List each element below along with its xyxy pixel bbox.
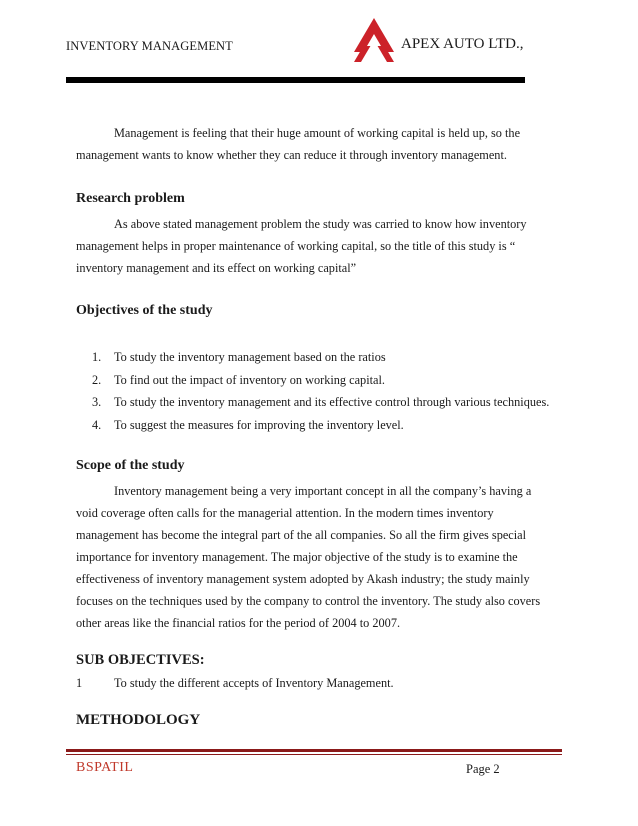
header-title: INVENTORY MANAGEMENT: [66, 39, 233, 53]
scope-paragraph: Inventory management being a very important concept in all the company’s having a void coverage often calls for the managerial attention. In the modern times inventory management has become the integral part of the all companies. So all the firm gives special importance for inventory management. The major objective of the study is to examine the effectiveness of inventory management system adopted by Akash industry; the study mainly focuses on the techniques used by the company to control the inventory. The study also covers other areas like the financial ratios for the period of 2004 to 2007.: [76, 484, 541, 630]
header-divider: [66, 77, 525, 83]
intro-paragraph: Management is feeling that their huge amount of working capital is held up, so the management wants to know whether they can reduce it through inventory management.: [76, 126, 521, 162]
list-item: 4. To suggest the measures for improving the inventory level.: [92, 417, 404, 432]
footer-author: BSPATIL: [76, 760, 134, 775]
footer-divider-thin: [66, 754, 562, 755]
methodology-heading: METHODOLOGY: [76, 712, 201, 728]
research-problem-paragraph: As above stated management problem the study was carried to know how inventory management helps in proper maintenance of working capital, so the title of this study is “ inventory management and its effect on working capital”: [76, 217, 527, 275]
apex-chevron-logo-icon: [354, 18, 394, 64]
company-name: APEX AUTO LTD.,: [401, 36, 524, 52]
list-item: 3. To study the inventory management and its effective control through various techniques.: [92, 395, 550, 409]
footer-divider: [66, 749, 562, 752]
sub-objective-item: 1 To study the different accepts of Inventory Management.: [76, 676, 394, 690]
objectives-list: [92, 346, 572, 436]
research-problem-heading: Research problem: [76, 191, 185, 206]
list-item: 1. To study the inventory management based on the ratios: [92, 350, 386, 364]
list-item: 2. To find out the impact of inventory on working capital.: [92, 372, 385, 387]
sub-objectives-heading: SUB OBJECTIVES:: [76, 652, 205, 668]
page-number: Page 2: [466, 762, 500, 776]
scope-heading: Scope of the study: [76, 458, 185, 473]
objectives-heading: Objectives of the study: [76, 303, 213, 318]
